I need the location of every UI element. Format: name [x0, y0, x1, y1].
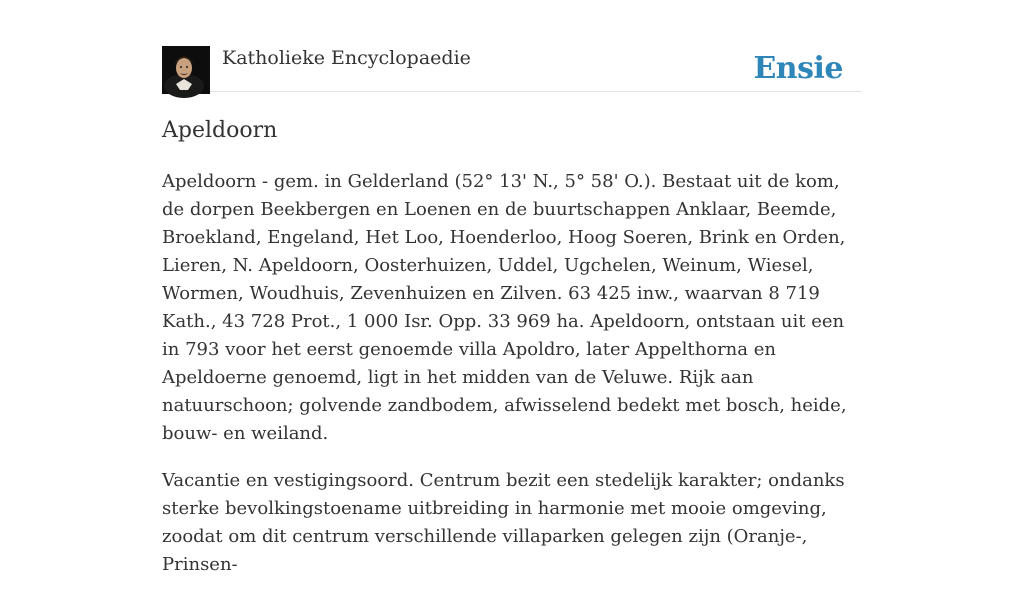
article-paragraph: Vacantie en vestigingsoord. Centrum bezit een stedelijk karakter; ondanks sterke bevolkingstoename uitbreiding in harmonie met mooie omgeving, zoodat om dit centrum verschillende villaparken gelegen zijn (Oranje-, Prinsen- [162, 470, 845, 575]
page-container [162, 0, 862, 575]
article-body [162, 168, 862, 598]
brand-logo[interactable]: Ensie [753, 51, 843, 86]
portrait-avatar-icon[interactable] [162, 46, 210, 94]
source-title[interactable]: Katholieke Encyclopaedie [222, 47, 471, 69]
header [162, 0, 862, 92]
article-paragraph: Apeldoorn - gem. in Gelderland (52° 13' N., 5° 58' O.). Bestaat uit de kom, de dorpen Beekbergen en Loenen en de buurtschappen Anklaar, Beemde, Broekland, Engeland, Het Loo, Hoenderloo, Hoog Soeren, Brink en Orden, Lieren, N. Apeldoorn, Oosterhuizen, Uddel, Ugchelen, Weinum, Wiesel, Wormen, Woudhuis, Zevenhuizen en Zilven. 63 425 inw., waarvan 8 719 Kath., 43 728 Prot., 1 000 Isr. Opp. 33 969 ha. Apeldoorn, ontstaan uit een in 793 voor het eerst genoemde villa Apoldro, later Appelthorna en Apeldoerne genoemd, ligt in het midden van de Veluwe. Rijk aan natuurschoon; golvende zandbodem, afwisselend bedekt met bosch, heide, bouw- en weiland. [162, 171, 847, 444]
page-title: Apeldoorn [162, 118, 278, 143]
